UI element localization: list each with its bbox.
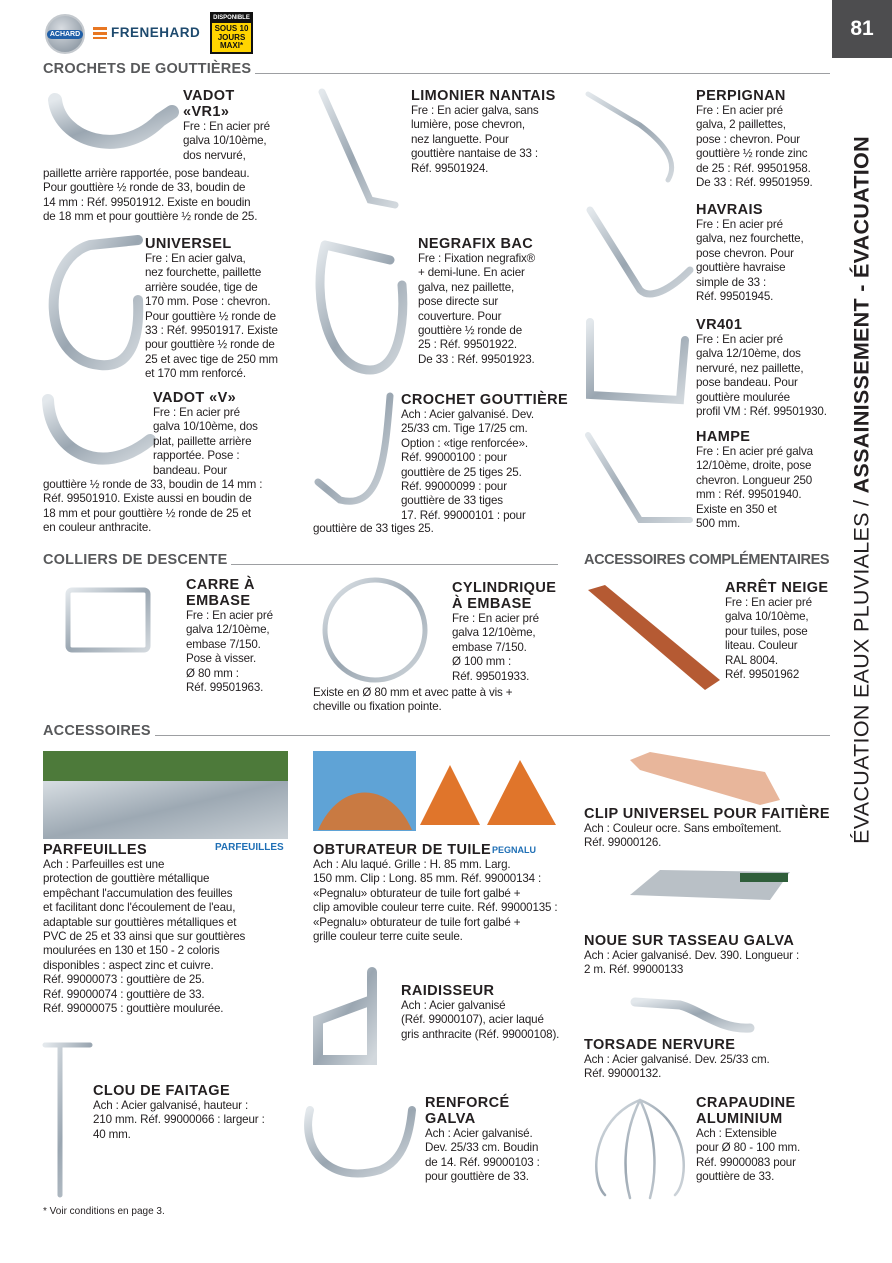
product-description-line: gouttière havraise [696,261,786,275]
carre-image [68,590,148,650]
product-description-line: 210 mm. Réf. 99000066 : largeur : [93,1113,265,1127]
product-title: CLIP UNIVERSEL POUR FAITIÈRE [584,806,830,822]
raidisseur-image [318,972,372,1060]
product-title: PARFEUILLES [43,842,148,858]
vr401-image [590,322,685,400]
product-description-line: Réf. 99000100 : pour [401,451,507,465]
product-description-line: Fre : Fixation negrafix® [418,252,536,265]
product-description-line: pour Ø 80 - 100 mm. [696,1141,801,1155]
product-description-line: Réf. 99000073 : gouttière de 25. [43,973,205,987]
product-crapaudine [696,1095,800,1185]
vadot-vr1-image [55,100,172,142]
product-description-line: 25/33 cm. Tige 17/25 cm. [401,422,528,436]
product-description-line: gouttière de 33 tiges 25. [313,522,434,535]
product-description-line: Réf. 99501963. [186,681,264,695]
product-description-line: gouttière de 25 tiges 25. [401,465,522,479]
product-description-line: gouttière moulurée [696,390,790,404]
product-description-line: liteau. Couleur [725,639,798,653]
product-vr1-continued [43,167,257,225]
product-description-line: nervuré, nez paillette, [696,361,804,375]
cylindrique-image [325,580,425,680]
product-description-line: Pose à visser. [186,652,257,666]
product-description-line: lumière, pose chevron, [411,118,525,132]
badge-bottom-text: SOUS 10 JOURS MAXI* [214,24,249,50]
product-description-line: nez fourchette, paillette [145,266,262,280]
product-description-line: 12/10ème, droite, pose [696,459,812,473]
product-description-line: embase 7/150. [452,640,527,654]
achard-logo-text: ACHARD [47,30,83,39]
product-universel [145,236,278,382]
product-description-line: Existe en 350 et [696,502,777,516]
product-description-line: Ach : Acier galvanisé. Dev. 390. Longueur : [584,949,800,962]
product-perpignan [696,88,813,190]
product-description-line: embase 7/150. [186,637,261,651]
product-description-line: Existe en Ø 80 mm et avec patte à vis + [313,686,513,699]
product-description-line: gouttière de 33 tiges [401,494,503,508]
footnote: * Voir conditions en page 3. [43,1206,165,1217]
product-description-line: Réf. 99000075 : gouttière moulurée. [43,1002,224,1016]
product-description-line: Fre : En acier pré [452,612,539,625]
product-noue [584,933,799,978]
product-title: LIMONIER NANTAIS [411,88,556,104]
universel-image [54,240,139,365]
product-description-line: Réf. 99501924. [411,161,489,175]
product-clip [584,806,830,851]
clip-image [630,752,780,805]
crapaudine-image [596,1100,683,1198]
product-title: RAIDISSEUR [401,983,495,999]
product-title: NOUE SUR TASSEAU GALVA [584,933,795,949]
product-description-line: simple de 33 : [696,275,767,289]
product-description-line: de 18 mm et pour gouttière ½ ronde de 25. [43,210,258,224]
product-description-line: 170 mm. Pose : chevron. [145,295,271,309]
product-description-line: chevron. Longueur 250 [696,473,813,487]
product-description-line: Option : «tige renforcée». [401,436,528,450]
product-title: CYLINDRIQUE [452,580,557,596]
product-havrais [696,202,804,304]
negrafix-image [320,245,403,370]
product-description-line: 2 m. Réf. 99000133 [584,963,684,977]
product-vadotv [153,390,258,478]
product-description-line: galva, 2 paillettes, [696,118,786,132]
product-description-line: galva 12/10ème, [186,623,270,637]
renforce-image [308,1110,412,1174]
pegnalu-logo: PEGNALU [492,845,537,855]
product-description-line: Ach : Parfeuilles est une [43,858,165,871]
arret-neige-image [588,585,720,690]
product-description-line: Ach : Acier galvanisé [401,999,506,1012]
product-title: ALUMINIUM [696,1111,783,1127]
product-description-line: Fre : En acier pré [696,104,783,117]
product-description-line: «Pegnalu» obturateur de tuile fort galbé + [313,915,521,929]
product-description-line: gouttière ½ ronde de [418,324,522,338]
product-description-line: Fre : En acier pré [153,406,240,419]
product-title: NEGRAFIX BAC [418,236,534,252]
product-carre [186,577,273,695]
product-description-line: 33 : Réf. 99501917. Existe [145,324,278,338]
product-description-line: Ach : Alu laqué. Grille : H. 85 mm. Larg. [313,858,511,871]
product-obturateur [313,842,557,944]
product-description-line: Pour gouttière ½ ronde de 33, boudin de [43,181,246,195]
product-title: ARRÊT NEIGE [725,580,829,596]
product-description-line: Fre : En acier pré galva [696,445,813,458]
product-description-line: profil VM : Réf. 99501930. [696,405,827,419]
product-hampe [696,429,813,531]
product-description-line: grille couleur terre cuite seule. [313,930,463,944]
product-description-line: gouttière nantaise de 33 : [411,147,538,161]
side-title [850,136,875,844]
product-description-line: 17. Réf. 99000101 : pour [401,508,526,522]
product-description-line: gouttière ½ ronde zinc [696,147,808,161]
product-description-line: plat, paillette arrière [153,434,252,448]
product-title: RENFORCÉ [425,1095,510,1111]
product-description-line: Ach : Extensible [696,1127,777,1140]
product-title: VR401 [696,317,743,333]
product-description-line: Réf. 99501945. [696,290,774,304]
limonier-image [322,92,395,205]
product-description-line: Ach : Acier galvanisé. Dev. [401,408,534,421]
product-title: CLOU DE FAITAGE [93,1083,231,1099]
product-description-line: pose directe sur [418,295,499,309]
badge-top-text: DISPONIBLE [213,15,250,21]
product-description-line: mm : Réf. 99501940. [696,488,802,502]
product-cylindrique [452,580,556,684]
product-raidisseur [401,983,559,1042]
product-arret [725,580,829,682]
product-description-line: pose : chevron. Pour [696,132,800,146]
product-description-line: Réf. 99000099 : pour [401,480,507,494]
product-description-line: «Pegnalu» obturateur de tuile fort galbé + [313,886,521,900]
product-description-line: 25 : Réf. 99501922. [418,338,517,352]
product-description-line: pour gouttière ½ ronde de [145,338,275,352]
product-title: GALVA [425,1111,476,1127]
havrais-image [590,210,690,294]
product-title: UNIVERSEL [145,236,232,252]
product-clou [93,1083,265,1142]
product-description-line: de 25 : Réf. 99501958. [696,161,811,175]
product-description-line: galva 12/10ème, [452,626,536,640]
product-description-line: 150 mm. Clip : Long. 85 mm. Réf. 99000134 : [313,872,542,886]
product-description-line: 500 mm. [696,517,741,531]
product-title: HAVRAIS [696,202,763,218]
product-description-line: gouttière ½ ronde de 33, boudin de 14 mm : [43,478,263,491]
product-description-line: gouttière de 33. [696,1170,775,1184]
product-description-line: bandeau. Pour [153,463,228,477]
product-description-line: galva 10/10ème, [725,610,809,624]
product-description-line: en couleur anthracite. [43,521,152,535]
product-description-line: galva, nez fourchette, [696,232,804,246]
product-description-line: Ach : Acier galvanisé. [425,1127,533,1140]
product-description-line: 18 mm et pour gouttière ½ ronde de 25 et [43,506,251,520]
product-title: HAMPE [696,429,751,445]
product-vr401 [696,317,827,419]
product-description-line: pose bandeau. Pour [696,376,798,390]
product-description-line: Fre : En acier galva, sans [411,104,539,117]
product-description-line: Ø 80 mm : [186,666,239,680]
product-description-line: cheville ou fixation pointe. [313,700,442,714]
product-description-line: galva 12/10ème, dos [696,347,801,361]
product-description-line: Réf. 99501933. [452,669,530,683]
product-description-line: galva, nez paillette, [418,280,515,294]
product-description-line: Fre : En acier pré [696,218,783,231]
hampe-image [588,435,690,520]
obturateur-grille-image [420,760,556,825]
product-description-line: Fre : En acier galva, [145,252,246,265]
product-description-line: pose chevron. Pour [696,246,794,260]
product-description-line: Réf. 99000074 : gouttière de 33. [43,987,205,1001]
side-title-category: ÉVACUATION EAUX PLUVIALES / [849,493,874,844]
product-description-line: moulurées en 130 et 150 - 2 coloris [43,944,220,958]
product-description-line: protection de gouttière métallique [43,872,210,886]
product-negrafix [418,236,535,367]
product-description-line: De 33 : Réf. 99501923. [418,352,535,366]
product-description-line: adaptable sur gouttières métalliques et [43,915,237,929]
product-description-line: Ach : Acier galvanisé, hauteur : [93,1099,249,1112]
page-number: 81 [832,0,892,58]
section-title: COLLIERS DE DESCENTE [43,552,228,568]
product-description-line: pour gouttière de 33. [425,1170,529,1184]
product-description-line: + demi-lune. En acier [418,266,525,280]
product-title: VADOT «V» [153,390,237,406]
product-description-line: de 14. Réf. 99000103 : [425,1155,540,1169]
product-title: CROCHET GOUTTIÈRE [401,392,569,408]
product-description-line: empêchant l'accumulation des feuilles [43,886,233,900]
product-description-line: galva 10/10ème, dos [153,420,258,434]
product-description-line: De 33 : Réf. 99501959. [696,176,813,190]
product-description-line: Ach : Acier galvanisé. Dev. 25/33 cm. [584,1053,770,1066]
product-description-line: couverture. Pour [418,309,502,323]
product-description-line: Réf. 99000083 pour [696,1155,796,1169]
product-vr1 [183,88,270,163]
crochet-image [318,396,390,501]
product-description-line: (Réf. 99000107), acier laqué [401,1013,544,1027]
product-cylindrique-continued [313,686,512,715]
product-title: VADOT [183,88,235,104]
product-title: «VR1» [183,104,230,120]
product-description-line: galva 10/10ème, [183,134,267,148]
product-description-line: 25 et avec tige de 250 mm [145,352,278,366]
torsade-image [635,1002,750,1028]
product-description-line: rapportée. Pose : [153,449,240,463]
product-title: PERPIGNAN [696,88,786,104]
product-description-line: 40 mm. [93,1127,131,1141]
product-title: OBTURATEUR DE TUILE [313,842,492,858]
product-description-line: Fre : En acier pré [183,120,270,133]
product-description-line: RAL 8004. [725,653,779,667]
product-description-line: et 170 mm renforcé. [145,367,246,381]
product-description-line: Fre : En acier pré [696,333,783,346]
product-description-line: dos nervuré, [183,148,246,162]
product-limonier [411,88,556,176]
product-description-line: gris anthracite (Réf. 99000108). [401,1027,560,1041]
perpignan-image [588,94,672,180]
product-description-line: Pour gouttière ½ ronde de [145,309,276,323]
product-crochet-continued [313,522,434,536]
product-description-line: et facilitant donc l'écoulement de l'eau, [43,901,236,915]
product-vadotv-continued [43,478,262,536]
product-description-line: PVC de 25 et 33 ainsi que sur gouttières [43,930,246,944]
product-description-line: disponibles : aspect zinc et cuivre. [43,958,214,972]
product-description-line: Ø 100 mm : [452,655,512,669]
section-title: ACCESSOIRES [43,723,151,739]
product-description-line: nez languette. Pour [411,132,509,146]
product-title: CRAPAUDINE [696,1095,796,1111]
frenehard-logo-text: FRENEHARD [111,25,201,40]
product-title: EMBASE [186,593,251,609]
product-description-line: 14 mm : Réf. 99501912. Existe en boudin [43,195,251,209]
section-title: ACCESSOIRES COMPLÉMENTAIRES [584,552,830,568]
product-parfeuilles [43,842,245,1016]
product-description-line: pour tuiles, pose [725,624,808,638]
product-description-line: arrière soudée, tige de [145,280,258,294]
product-torsade [584,1037,770,1082]
side-title-subcategory: ASSAINISSEMENT - ÉVACUATION [849,136,874,494]
product-description-line: Ach : Couleur ocre. Sans emboîtement. [584,822,782,835]
product-title: À EMBASE [452,596,532,612]
product-description-line: Réf. 99000126. [584,836,662,850]
product-description-line: Réf. 99000132. [584,1067,662,1081]
product-renforce [425,1095,540,1185]
product-description-line: paillette arrière rapportée, pose bandeau. [43,167,250,180]
vadot-v-image [48,400,150,459]
product-description-line: Fre : En acier pré [186,609,273,622]
product-description-line: Fre : En acier pré [725,596,812,609]
product-title: TORSADE NERVURE [584,1037,736,1053]
product-description-line: Dev. 25/33 cm. Boudin [425,1141,539,1155]
product-description-line: clip amovible couleur terre cuite. Réf. 99000135 : [313,901,558,915]
product-crochet [401,392,568,523]
clou-image [45,1045,90,1195]
product-title: CARRE À [186,577,255,593]
product-description-line: Réf. 99501910. Existe aussi en boudin de [43,492,252,506]
section-title: CROCHETS DE GOUTTIÈRES [43,61,252,77]
product-description-line: Réf. 99501962 [725,668,800,682]
parfeuilles-logo: PARFEUILLES [215,842,284,853]
